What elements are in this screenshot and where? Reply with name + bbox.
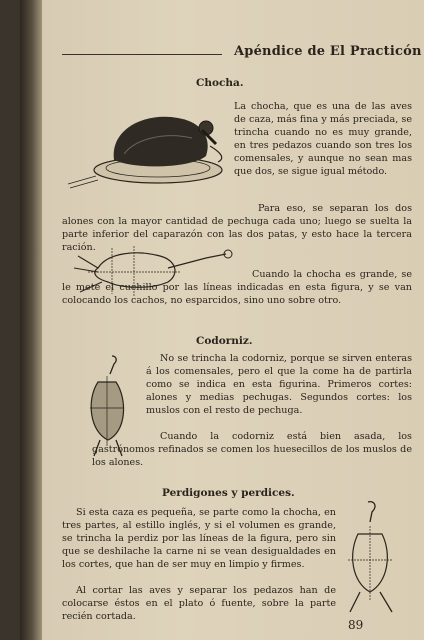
chocha-paragraph-1 bbox=[62, 100, 412, 196]
codorniz-text-1: No se trincha la codorniz, porque se sirven enteras á los comensales, pero el que la come ha de partirla como se indica en esta figurina. Primeros cortes: alones y medias pechugas. Segundos cortes: los muslos con el resto de pechuga. bbox=[146, 353, 412, 417]
perdigones-paragraph-2 bbox=[62, 584, 336, 623]
section-title-perdigones: Perdigones y perdices. bbox=[162, 487, 295, 499]
chocha-text-2: Para eso, se separan los dos alones con la mayor cantidad de pechuga cada uno; luego se suelta la parte inferior del caparazón con las dos patas, y esto hace la tercera ración. bbox=[62, 203, 412, 254]
perdigones-paragraph-1 bbox=[62, 506, 336, 571]
book-spine bbox=[20, 0, 42, 640]
header-rule bbox=[62, 54, 222, 55]
perdigones-text-1: Si esta caza es pequeña, se parte como la chocha, en tres partes, al estillo inglés, y si el volumen es grande, se trincha la perdiz por las líneas de la figura, pero sin que se deshilache la carne ni se vean desigualdades en los cortes, que han de ser muy en limpio y firmes. bbox=[62, 507, 336, 571]
book-page bbox=[20, 0, 424, 640]
codorniz-text-2: Cuando la codorniz está bien asada, los gastrónomos refinados se comen los huesecillos de los muslos de los alones. bbox=[92, 431, 412, 469]
page-number: 89 bbox=[348, 618, 364, 632]
section-title-codorniz: Codorniz. bbox=[196, 335, 253, 347]
perdigones-text-2: Al cortar las aves y separar los pedazos han de colocarse éstos en el plato ó fuente, sobre la parte recién cortada. bbox=[62, 585, 336, 623]
figure-wrap-space bbox=[62, 100, 234, 196]
chocha-text-3: Cuando la chocha es grande, se le mete el cuchillo por las líneas indicadas en esta figura, y se van colocando los cachos, no esparcidos, sino uno sobre otro. bbox=[62, 269, 412, 307]
running-header: Apéndice de El Practicón bbox=[234, 44, 422, 59]
codorniz-paragraph-1 bbox=[146, 352, 412, 417]
chocha-text-1: La chocha, que es una de las aves de caza, más fina y más preciada, se trincha cuando no es muy grande, en tres pedazos cuando son tres los comensales, y aunque no sean mas que dos, se sigue igual método. bbox=[234, 101, 412, 178]
chocha-paragraph-3 bbox=[62, 268, 412, 307]
codorniz-paragraph-2 bbox=[92, 430, 412, 469]
partridge-carving-diagram bbox=[340, 500, 402, 616]
section-title-chocha: Chocha. bbox=[196, 77, 244, 89]
